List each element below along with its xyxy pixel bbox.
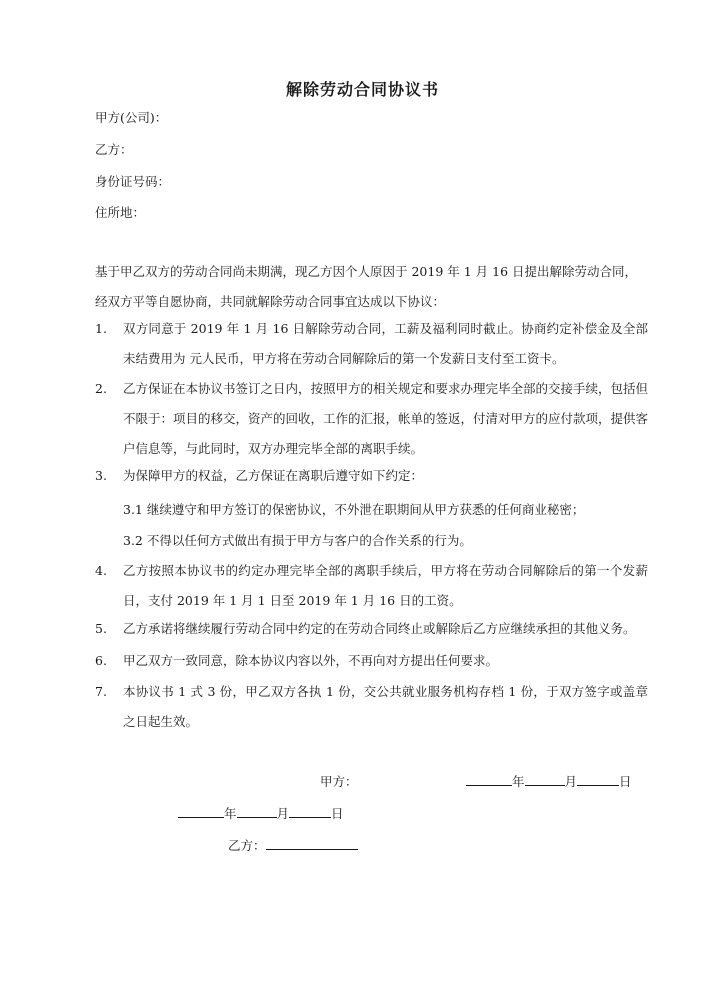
month-label: 月 xyxy=(276,806,290,821)
party-b-signature-label: 乙方： xyxy=(228,838,266,853)
party-b-signature-blank xyxy=(266,837,358,850)
party-a-date-line xyxy=(466,772,632,790)
party-a-field: 甲方(公司)： xyxy=(95,110,168,125)
month-label: 月 xyxy=(564,774,578,789)
clause-2-number: 2. xyxy=(95,381,107,396)
party-a-signature-label: 甲方： xyxy=(320,774,358,789)
month-blank xyxy=(237,805,277,818)
document-title: 解除劳动合同协议书 xyxy=(285,80,439,99)
year-label: 年 xyxy=(224,806,237,821)
clause-4-text: 乙方按照本协议书的约定办理完毕全部的离职手续后，甲方将在劳动合同解除后的第一个发薪日，支付 2019 年 1 月 1 日至 2019 年 1 月 16 日的工资。 xyxy=(123,563,648,608)
clause-5-number: 5. xyxy=(95,621,107,636)
intro-text: 基于甲乙双方的劳动合同尚未期满，现乙方因个人原因于 2019 年 1 月 16 日提出解除劳动合同，经双方平等自愿协商，共同就解除劳动合同事宜达成以下协议： xyxy=(95,264,638,309)
sub-clause-3-2: 3.2 不得以任何方式做出有损于甲方与客户的合作关系的行为。 xyxy=(123,533,472,548)
day-blank xyxy=(577,773,619,786)
month-blank xyxy=(525,773,565,786)
clause-6-number: 6. xyxy=(95,653,107,668)
clause-1-number: 1. xyxy=(95,321,107,336)
clause-1-text: 双方同意于 2019 年 1 月 16 日解除劳动合同，工薪及福利同时截止。协商约定补偿金及全部未结费用为 元人民币，甲方将在劳动合同解除后的第一个发薪日支付至工资卡。 xyxy=(123,321,648,366)
clause-7-text: 本协议书 1 式 3 份，甲乙双方各执 1 份，交公共就业服务机构存档 1 份，于双方签字或盖章之日起生效。 xyxy=(123,684,648,729)
clause-7-number: 7. xyxy=(95,684,107,699)
clause-3-text: 为保障甲方的权益，乙方保证在离职后遵守如下约定： xyxy=(123,468,424,483)
year-blank xyxy=(466,773,512,786)
clause-6-text: 甲乙双方一致同意，除本协议内容以外，不再向对方提出任何要求。 xyxy=(123,653,499,668)
clause-3-number: 3. xyxy=(95,468,107,483)
sub-clause-3-1: 3.1 继续遵守和甲方签订的保密协议，不外泄在职期间从甲方获悉的任何商业秘密； xyxy=(123,502,585,517)
party-b-field: 乙方： xyxy=(95,142,133,157)
clause-2-text: 乙方保证在本协议书签订之日内，按照甲方的相关规定和要求办理完毕全部的交接手续，包括但不限于：项目的移交，资产的回收，工作的汇报，帐单的签返，付清对甲方的应付款项，提供客户信息等，与此同时，双方办理完毕全部的离职手续。 xyxy=(123,381,649,456)
clause-5-text: 乙方承诺将继续履行劳动合同中约定的在劳动合同终止或解除后乙方应继续承担的其他义务。 xyxy=(123,621,636,636)
day-label: 日 xyxy=(331,806,344,821)
intro-paragraph xyxy=(95,257,648,317)
year-label: 年 xyxy=(512,774,525,789)
address-field: 住所地： xyxy=(95,205,146,220)
day-label: 日 xyxy=(619,774,632,789)
party-b-signature-line xyxy=(228,836,358,854)
id-number-field: 身份证号码： xyxy=(95,174,171,189)
day-blank xyxy=(289,805,331,818)
year-blank xyxy=(178,805,224,818)
party-b-date-line xyxy=(178,804,344,822)
clause-4-number: 4. xyxy=(95,563,107,578)
